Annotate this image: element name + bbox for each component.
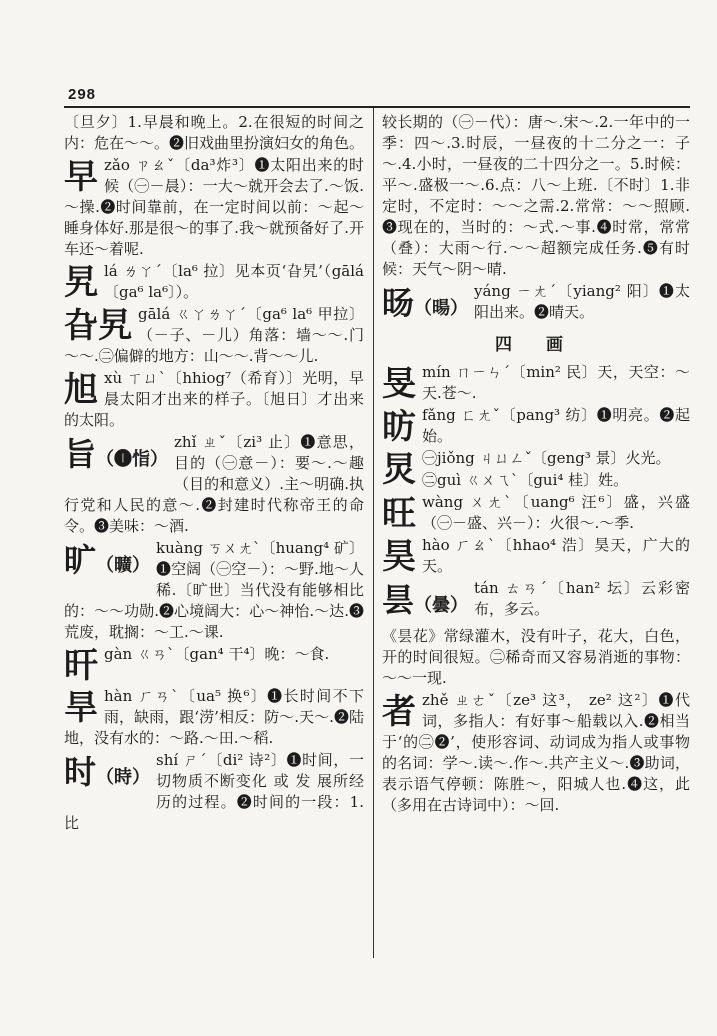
headword-yang: [382, 283, 468, 329]
definition-gan: gàn ㄍㄢˋ〔gan⁴ 干⁴〕晚：～食.: [104, 645, 330, 663]
header-rule: [64, 106, 690, 108]
headword-fang: 昉: [382, 407, 416, 447]
entry-jiong: [382, 448, 690, 492]
entry-wang: [382, 492, 690, 535]
headword-zhe: 者: [382, 692, 416, 732]
definition-zhe: zhě ㄓㄜˇ〔ze³ 这³， ze² 这²〕❶代词，多指人：有好事～船载以入.❷相当于‘的㊁❷’，使形容词、动词成为指人或事物的名词：学～.读～.作～.共产主义～.❸助词，表示语气停顿：陈胜～，阳城人也.❹这，此（多用在古诗词中）：～回.: [382, 691, 690, 814]
headword-jiong: 炅: [382, 450, 416, 490]
entry-zhe: [382, 690, 690, 816]
headword-shi-char: 时: [64, 753, 97, 791]
headword-kuang-variant: （曠）: [96, 555, 151, 576]
headword-min: 旻: [382, 364, 416, 404]
definition-shi: shí ㄕˊ〔di² 诗²〕❶时间，一切物质不断变化 或 发 展所经历的过程。❷时间的一段：1.比: [64, 751, 364, 832]
entry-zhi: [64, 432, 364, 538]
headword-tan-char: 昙: [382, 581, 415, 619]
headword-zao: 早: [64, 157, 98, 197]
headword-zhi-char: 旨: [64, 435, 97, 473]
headword-han: 旱: [64, 688, 98, 728]
left-column: [64, 112, 364, 835]
definition-kuang: kuàng ㄎㄨㄤˋ〔huang⁴ 矿〕❶空阔（㊀空－）：～野.地～人稀.〔旷世〕当代没有能够相比的：～～功勋.❷心境阔大：心～神怡.～达.❸荒废，耽搁：～工.～课.: [64, 539, 364, 641]
definition-wang: wàng ㄨㄤˋ〔uang⁶ 汪⁶〕盛，兴盛（㊀－盛、兴－）：火很～.～季.: [422, 493, 690, 532]
entry-fang: [382, 405, 690, 448]
entry-xu: [64, 368, 364, 432]
definition-xu: xù ㄒㄩˋ〔hhiog⁷（希育）〕光明，早晨太阳才出来的样子。〔旭日〕才出来的太阳。: [64, 369, 364, 429]
headword-tan: [382, 580, 468, 626]
headword-tan-variant: （曇）: [414, 595, 469, 616]
entry-min: [382, 362, 690, 405]
definition-tan: tán ㄊㄢˊ〔han² 坛〕云彩密布，多云。: [474, 579, 690, 618]
headword-zhi-variant: （❶恉）: [96, 449, 169, 470]
definition-fang: fǎng ㄈㄤˇ〔pang³ 纺〕❶明亮。❷起始。: [422, 406, 690, 445]
headword-kuang: [64, 540, 150, 586]
headword-gala: 旮旯: [64, 306, 132, 346]
headword-wang: 旺: [382, 494, 416, 534]
entry-gan: [64, 644, 364, 686]
entry-gala: [64, 304, 364, 368]
definition-hao: hào ㄏㄠˋ〔hhao⁴ 浩〕昊天，广大的天。: [422, 536, 690, 575]
section-heading: 四 画: [495, 335, 577, 355]
entry-han: [64, 686, 364, 750]
entry-la: [64, 261, 364, 304]
definition-zao: zǎo ㄗㄠˇ〔da³炸³〕❶太阳出来的时候（㊀－晨）：一大～就开会去了.～饭.～操.❷时间靠前，在一定时间以前：～起～睡身体好.那是很～的事了.我～就预备好了.开车还～着呢.: [64, 156, 364, 258]
entry-tan: [382, 578, 690, 689]
entry-kuang: [64, 538, 364, 644]
entry-shi-continuation: 较长期的（㊀－代）：唐～.宋～.2.一年中的一季：四～.3.时辰，一昼夜的十二分之一：子～.4.小时，一昼夜的二十四分之一。5.时候：平～.盛极一～.6.点：八～上班.〔不时〕1.非定时，不定时：～～之需.2.常常：～～照顾.❸现在的，当时的：～式.～事.❹时常，常常（叠）：大雨～行.～～超额完成任务.❺有时候：天气～阴～晴.: [382, 113, 690, 278]
entry-hao: [382, 535, 690, 578]
headword-gan: 旰: [64, 646, 98, 686]
headword-xu: 旭: [64, 370, 98, 410]
headword-shi: [64, 752, 150, 798]
headword-yang-variant: （暘）: [414, 298, 469, 319]
headword-shi-variant: （時）: [96, 767, 151, 788]
definition-min: mín ㄇㄧㄣˊ〔min² 民〕天，天空：～天.苍～.: [422, 363, 690, 402]
definition-han: hàn ㄏㄢˋ〔ua⁵ 换⁶〕❶长时间不下雨，缺雨，跟‘涝’相反：防～.天～.❷陆地，没有水的：～路.～田.～稻.: [64, 687, 364, 747]
page-number: 298: [68, 86, 97, 103]
entry-continuation: 〔旦夕〕1.早晨和晚上。2.在很短的时间之内：危在～～。❷旧戏曲里扮演妇女的角色。: [64, 113, 365, 152]
definition-la: lá ㄌㄚˊ〔la⁶ 拉〕见本页‘旮旯’（gālá〔ga⁶ la⁶〕）。: [104, 262, 364, 301]
entry-zao: [64, 155, 364, 261]
definition-gui: ㊁guì ㄍㄨㄟˋ〔gui⁴ 桂〕姓。: [422, 471, 629, 489]
entry-yang: [382, 281, 690, 329]
definition-yang: yáng ㄧㄤˊ〔yiang² 阳〕❶太阳出来。❷晴天。: [474, 282, 690, 321]
entry-shi: [64, 750, 364, 834]
definition-gala: gālá ㄍㄚㄌㄚˊ〔ga⁶ la⁶ 甲拉〕（－子、－儿）角落：墙～～.门～～.㊁偏僻的地方：山～～.背～～儿.: [64, 305, 364, 365]
right-column: [382, 112, 690, 817]
definition-tan-note: 《昙花》常绿灌木，没有叶子，花大，白色，开的时间很短。㊁稀奇而又容易消逝的事物：～～一现.: [382, 627, 690, 687]
definition-jiong: ㊀jiǒng ㄐㄩㄥˇ〔geng³ 景〕火光。: [422, 449, 671, 467]
headword-kuang-char: 旷: [64, 541, 97, 579]
definition-zhi: zhǐ ㄓˇ〔zi³ 止〕❶意思，目的（㊀意－）：要～.～趣（目的和意义）.主～明确.执行党和人民的意～.❷封建时代称帝王的命令。❸美味：～酒.: [64, 433, 364, 535]
headword-hao: 昊: [382, 537, 416, 577]
headword-yang-char: 旸: [382, 284, 415, 322]
headword-la: 旯: [64, 263, 98, 303]
column-divider: [373, 108, 374, 958]
headword-zhi: [64, 434, 168, 480]
